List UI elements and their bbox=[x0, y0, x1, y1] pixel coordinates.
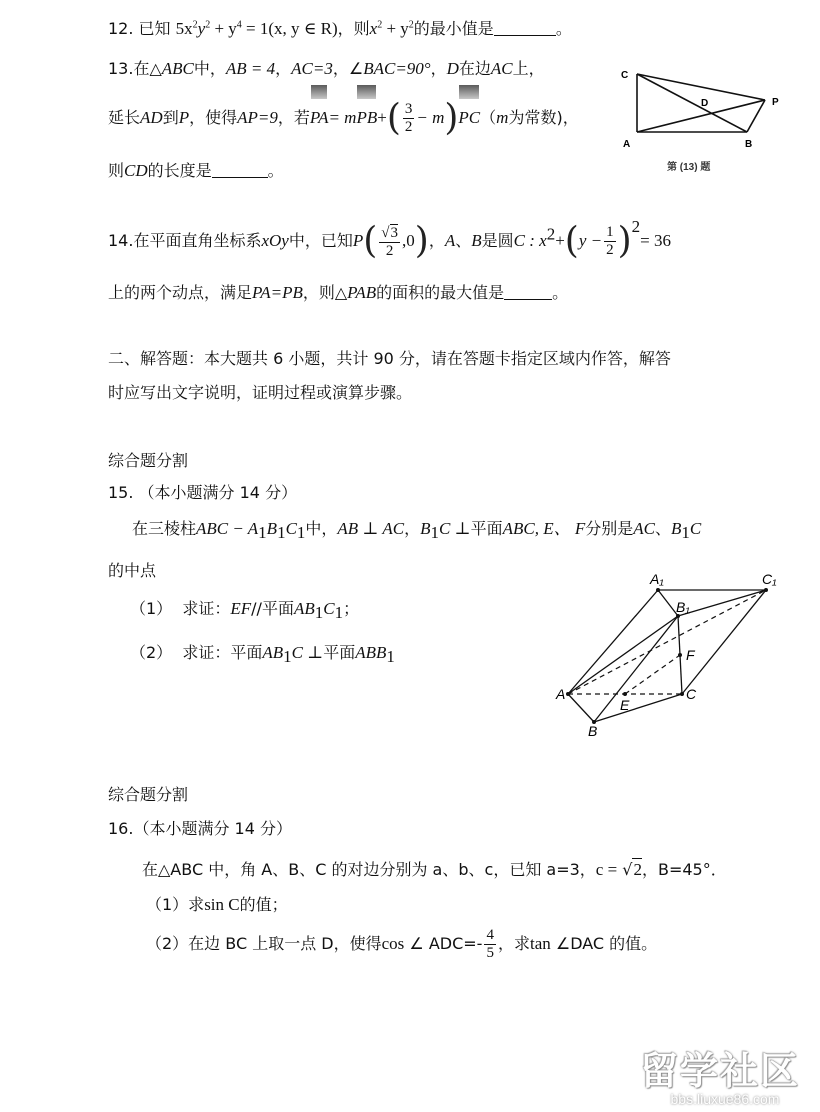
fraction-sqrt3-2: $\frac{√3}{2}$ bbox=[381, 224, 399, 259]
question-15-part-2: （2） 求证：平面$AB_1C$ ⊥平面$ABB_1$ bbox=[130, 643, 395, 667]
prism-edge-ab bbox=[568, 694, 594, 722]
vector-pb: PB bbox=[356, 98, 377, 138]
question-15-part-1: （1） 求证：EF//平面$AB_1C_1$； bbox=[130, 599, 360, 623]
prism-label-a1: A₁ bbox=[650, 571, 664, 587]
prism-edge-a1b1 bbox=[658, 590, 678, 616]
prism-label-c1: C₁ bbox=[762, 571, 777, 587]
watermark-brand: 留学社区 bbox=[640, 1049, 801, 1093]
prism-label-b1: B₁ bbox=[676, 599, 690, 615]
watermark-url: bbs.liuxue86.com bbox=[670, 1091, 780, 1107]
question-16-part-1: （1）求sin C的值； bbox=[146, 895, 288, 914]
figure-15-prism bbox=[552, 570, 792, 740]
prism-label-a: A bbox=[556, 686, 566, 702]
prism-label-f: F bbox=[686, 647, 695, 663]
prism-segment-ef-hidden bbox=[625, 655, 680, 694]
vector-pa: PA bbox=[310, 98, 329, 138]
vector-pc: PC bbox=[458, 98, 480, 138]
answer-blank-14[interactable] bbox=[504, 284, 552, 300]
fig13-segment-cb bbox=[637, 74, 747, 132]
section-2-instructions-line-2: 时应写出文字说明，证明过程或演算步骤。 bbox=[108, 383, 413, 402]
question-15-line-2: 的中点 bbox=[108, 561, 157, 580]
question-14-line-1: 14.在平面直角坐标系xOy中，已知P( $\frac{√3}{2}$ ,0)，A、B是圆C : $x^2+(y$ − $\frac{1}{2}$ )$^2$= 36 bbox=[108, 216, 671, 262]
fig13-caption: 第 (13) 题 bbox=[667, 162, 711, 173]
fig13-label-d: D bbox=[701, 98, 709, 109]
question-12: 12. 已知 $5x^2y^2 + y^4 = 1(x$, y ∈ R)，则$x^2 + y^2$的最小值是 。 bbox=[108, 19, 572, 38]
figure-13 bbox=[615, 60, 790, 180]
question-13-line-3: 则CD的长度是 。 bbox=[108, 161, 284, 180]
question-13-line-1: 13.在△ABC中，AB = 4，AC=3，∠BAC=90°，D在边AC上， bbox=[108, 59, 545, 78]
prism-label-c: C bbox=[686, 686, 697, 702]
prism-edge-ab1 bbox=[568, 616, 678, 694]
prism-edge-b1b bbox=[594, 616, 678, 722]
question-16-heading: 16.（本小题满分 14 分） bbox=[108, 819, 292, 838]
section-divider: 综合题分割 bbox=[108, 785, 189, 804]
question-14-line-2: 上的两个动点，满足PA=PB，则△PAB的面积的最大值是 。 bbox=[108, 283, 569, 302]
question-15-heading: 15. （本小题满分 14 分） bbox=[108, 483, 298, 502]
prism-label-e: E bbox=[620, 697, 630, 713]
question-13-line-2: 延长AD到P，使得AP=9，若 PA= m PB+( $\frac{3}{2}$ − m) PC（m为常数)， bbox=[108, 98, 579, 138]
prism-edge-ac1-hidden bbox=[568, 590, 766, 694]
answer-blank-12[interactable] bbox=[494, 20, 556, 36]
question-16-part-2: （2）在边 BC 上取一点 D，使得cos ∠ ADC=- $\frac{4}{5}$ ，求tan ∠DAC 的值。 bbox=[146, 927, 658, 961]
prism-label-b: B bbox=[588, 723, 598, 739]
fig13-label-p: P bbox=[772, 97, 779, 108]
watermark bbox=[640, 1040, 810, 1106]
fig13-label-b: B bbox=[745, 139, 753, 150]
prism-edge-bc bbox=[594, 694, 682, 722]
section-2-instructions-line-1: 二、解答题：本大题共 6 小题，共计 90 分，请在答题卡指定区域内作答，解答 bbox=[108, 349, 671, 368]
question-16-line-1: 在△ABC 中，角 A、B、C 的对边分别为 a、b、c，已知 a=3，c = √2，B=45°． bbox=[142, 860, 727, 879]
section-divider: 综合题分割 bbox=[108, 451, 189, 470]
answer-blank-13[interactable] bbox=[212, 162, 268, 178]
fraction-4-5: $\frac{4}{5}$ bbox=[486, 927, 494, 961]
question-15-line-1: 在三棱柱ABC − $A_1B_1C_1$中，AB ⊥ AC，$B_1C$ ⊥平面ABC, E、 F分别是AC、$B_1C$ bbox=[132, 519, 702, 543]
prism-edge-b1c1 bbox=[678, 590, 766, 616]
fraction-3-2: $\frac{3}{2}$ bbox=[404, 101, 413, 135]
fig13-label-a: A bbox=[623, 139, 631, 150]
fig13-segment-bp bbox=[747, 100, 765, 132]
prism-edge-c1c bbox=[682, 590, 766, 694]
prism-edge-aa1 bbox=[568, 590, 658, 694]
fraction-1-2: $\frac{1}{2}$ bbox=[606, 224, 614, 258]
fig13-label-c: C bbox=[621, 70, 629, 81]
fig13-segment-cp bbox=[637, 74, 765, 100]
